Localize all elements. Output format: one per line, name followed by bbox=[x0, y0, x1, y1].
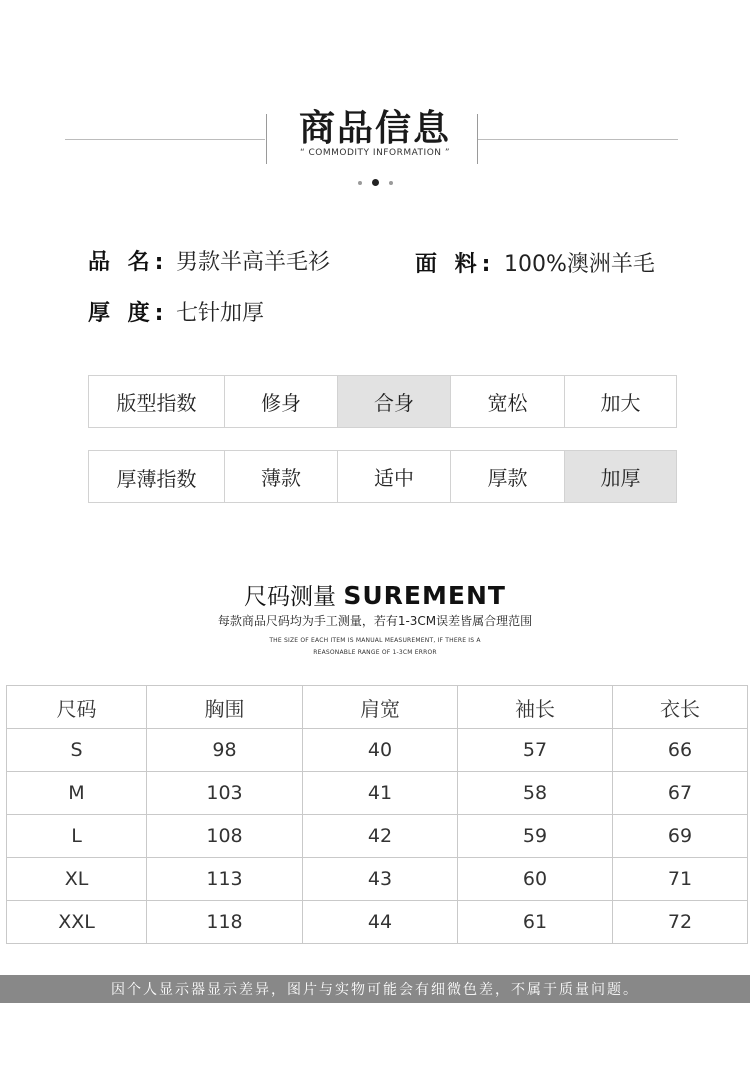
thickness-index-label: 厚薄指数 bbox=[89, 451, 225, 502]
table-cell: 66 bbox=[613, 729, 748, 772]
thickness-index-table bbox=[88, 450, 677, 503]
table-row bbox=[7, 729, 748, 772]
table-header-cell: 胸围 bbox=[147, 686, 303, 729]
fit-index-label: 版型指数 bbox=[89, 376, 225, 427]
table-cell: XL bbox=[7, 858, 147, 901]
size-table bbox=[6, 685, 748, 944]
table-header-row bbox=[7, 686, 748, 729]
thickness-option: 薄款 bbox=[225, 451, 338, 502]
dot-active bbox=[372, 179, 379, 186]
table-header-cell: 尺码 bbox=[7, 686, 147, 729]
table-cell: 40 bbox=[303, 729, 458, 772]
table-cell: 44 bbox=[303, 901, 458, 944]
table-cell: L bbox=[7, 815, 147, 858]
table-header-cell: 袖长 bbox=[458, 686, 613, 729]
table-header-cell: 衣长 bbox=[613, 686, 748, 729]
dot bbox=[358, 181, 362, 185]
table-cell: 71 bbox=[613, 858, 748, 901]
table-cell: 41 bbox=[303, 772, 458, 815]
table-row bbox=[7, 815, 748, 858]
thickness-label: 厚 度: bbox=[88, 301, 169, 326]
thickness-option-selected: 加厚 bbox=[565, 451, 676, 502]
table-cell: 43 bbox=[303, 858, 458, 901]
table-row bbox=[7, 901, 748, 944]
table-cell: S bbox=[7, 729, 147, 772]
fit-option: 宽松 bbox=[451, 376, 565, 427]
name-label: 品 名: bbox=[88, 250, 169, 275]
page-subtitle: “ COMMODITY INFORMATION ” bbox=[299, 148, 451, 158]
table-cell: 103 bbox=[147, 772, 303, 815]
dot bbox=[389, 181, 393, 185]
table-cell: XXL bbox=[7, 901, 147, 944]
fit-option: 修身 bbox=[225, 376, 338, 427]
name-value: 男款半高羊毛衫 bbox=[176, 250, 331, 275]
fabric-value: 100%澳洲羊毛 bbox=[504, 252, 655, 277]
table-cell: 59 bbox=[458, 815, 613, 858]
table-cell: 98 bbox=[147, 729, 303, 772]
table-cell: 72 bbox=[613, 901, 748, 944]
measurement-note: 每款商品尺码均为手工测量，若有1-3CM误差皆属合理范围 bbox=[217, 614, 533, 628]
table-row bbox=[7, 858, 748, 901]
fit-index-table bbox=[88, 375, 677, 428]
page-title: 商品信息 bbox=[298, 108, 451, 149]
table-row bbox=[7, 772, 748, 815]
disclaimer-text: 因个人显示器显示差异，图片与实物可能会有细微色差，不属于质量问题。 bbox=[111, 982, 639, 998]
table-cell: 60 bbox=[458, 858, 613, 901]
measurement-title bbox=[0, 578, 750, 611]
measurement-note-en-1: THE SIZE OF EACH ITEM IS MANUAL MEASUREMENT, IF THERE IS A bbox=[269, 637, 481, 644]
table-cell: 108 bbox=[147, 815, 303, 858]
fit-option: 加大 bbox=[600, 391, 641, 415]
table-cell: 58 bbox=[458, 772, 613, 815]
disclaimer-banner bbox=[0, 975, 750, 1003]
thickness-option: 适中 bbox=[338, 451, 451, 502]
table-cell: 118 bbox=[147, 901, 303, 944]
thickness-option: 厚款 bbox=[451, 451, 565, 502]
fabric-label: 面 料: bbox=[415, 252, 496, 277]
carousel-dots bbox=[0, 172, 750, 191]
measurement-note-en-2: REASONABLE RANGE OF 1-3CM ERROR bbox=[313, 649, 437, 656]
table-cell: 61 bbox=[458, 901, 613, 944]
table-cell: 113 bbox=[147, 858, 303, 901]
table-cell: 57 bbox=[458, 729, 613, 772]
table-cell: 67 bbox=[613, 772, 748, 815]
measurement-title-cn: 尺码测量 bbox=[244, 584, 337, 610]
measurement-title-en: SUREMENT bbox=[343, 581, 506, 610]
table-cell: 42 bbox=[303, 815, 458, 858]
fit-option-selected: 合身 bbox=[338, 376, 451, 427]
table-header-cell: 肩宽 bbox=[303, 686, 458, 729]
table-cell: M bbox=[7, 772, 147, 815]
thickness-value: 七针加厚 bbox=[176, 301, 265, 326]
table-cell: 69 bbox=[613, 815, 748, 858]
